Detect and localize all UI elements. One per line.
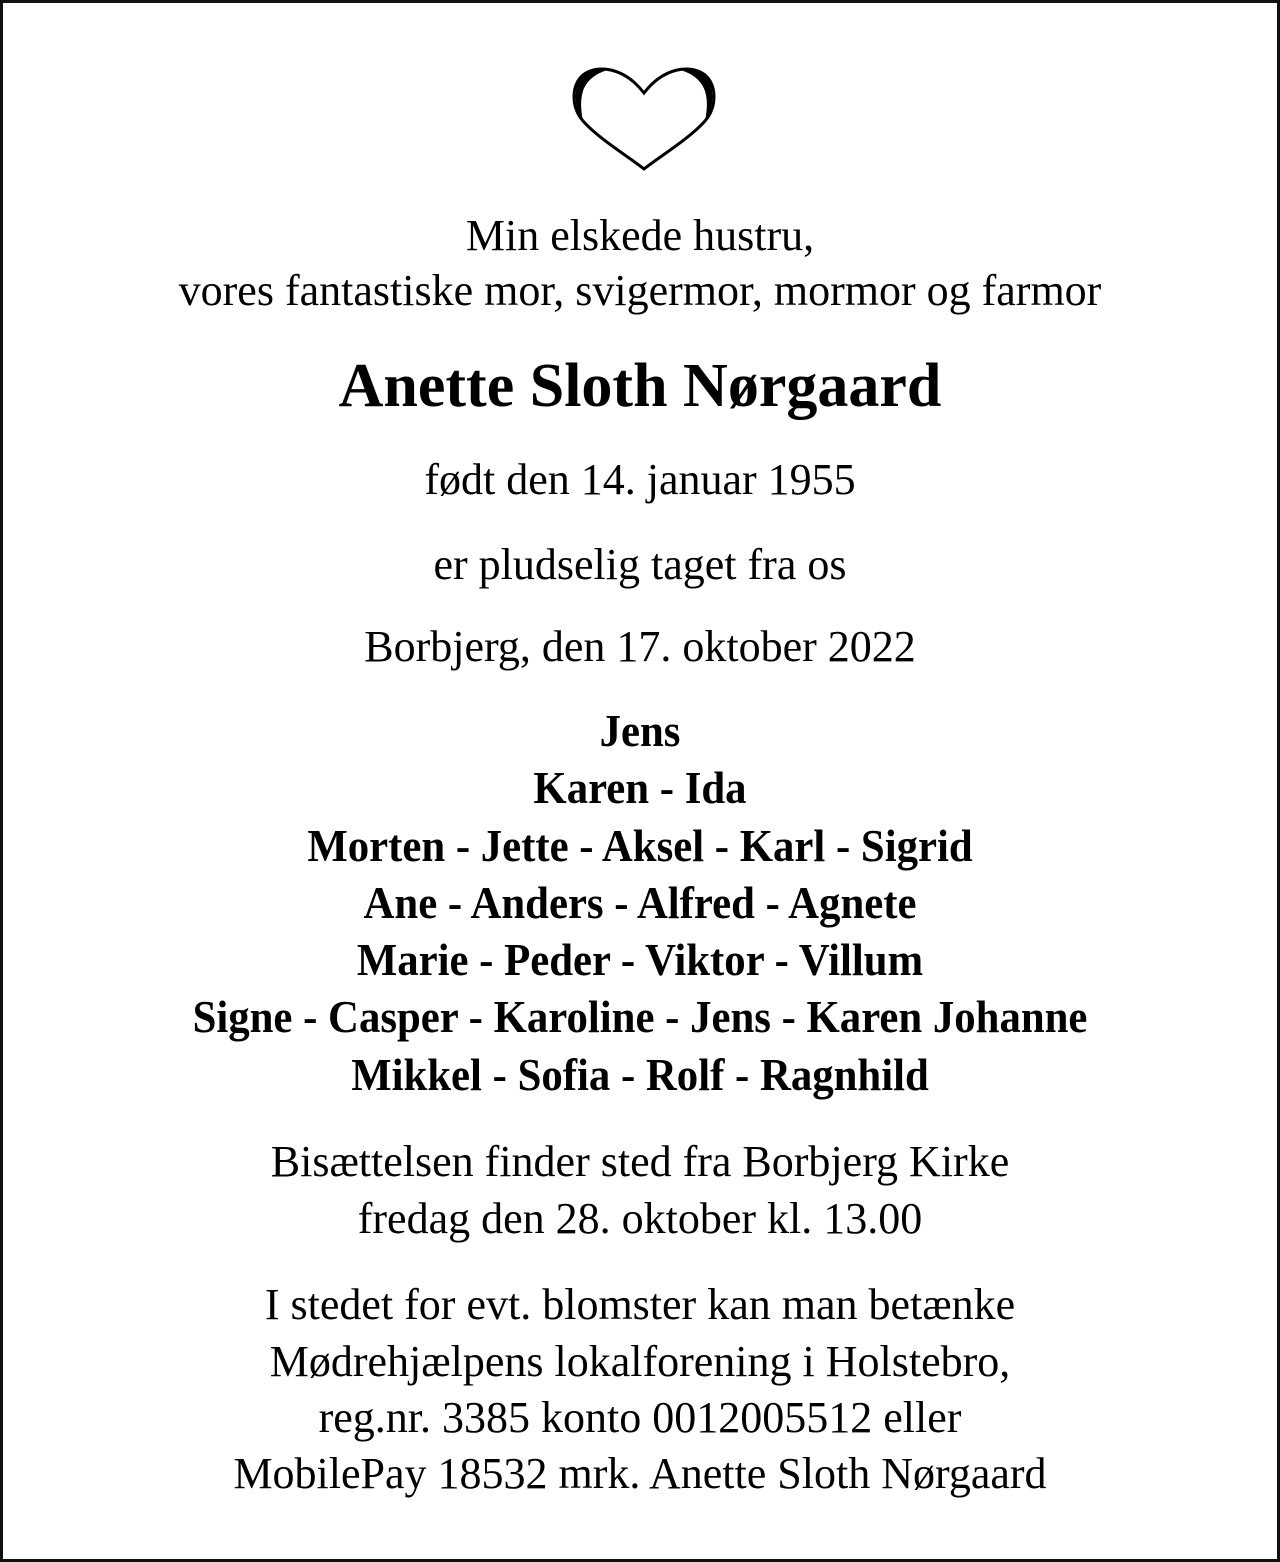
family-line: Karen - Ida <box>533 762 747 813</box>
funeral-line-1: Bisættelsen finder sted fra Borbjerg Kirke <box>270 1137 1010 1186</box>
donation-line-4: MobilePay 18532 mrk. Anette Sloth Nørgaard <box>233 1449 1047 1498</box>
place-and-date: Borbjerg, den 17. oktober 2022 <box>364 622 916 671</box>
heart-icon <box>569 65 719 173</box>
funeral-line-2: fredag den 28. oktober kl. 13.00 <box>357 1194 923 1243</box>
birth-date: født den 14. januar 1955 <box>424 455 856 504</box>
donation-line-1: I stedet for evt. blomster kan man betænke <box>264 1280 1016 1329</box>
family-line: Morten - Jette - Aksel - Karl - Sigrid <box>307 820 973 871</box>
family-line: Jens <box>599 705 681 756</box>
family-line: Ane - Anders - Alfred - Agnete <box>363 877 917 928</box>
passing-text: er pludselig taget fra os <box>433 540 847 589</box>
family-line: Marie - Peder - Viktor - Villum <box>356 934 924 985</box>
donation-line-2: Mødrehjælpens lokalforening i Holstebro, <box>269 1337 1011 1386</box>
intro-line-1: Min elskede hustru, <box>465 211 815 260</box>
family-line: Signe - Casper - Karoline - Jens - Karen Johanne <box>192 991 1088 1042</box>
intro-line-2: vores fantastiske mor, svigermor, mormor og farmor <box>178 266 1102 315</box>
family-line: Mikkel - Sofia - Rolf - Ragnhild <box>351 1049 929 1100</box>
donation-line-3: reg.nr. 3385 konto 0012005512 eller <box>318 1393 962 1442</box>
deceased-name: Anette Sloth Nørgaard <box>338 352 942 420</box>
